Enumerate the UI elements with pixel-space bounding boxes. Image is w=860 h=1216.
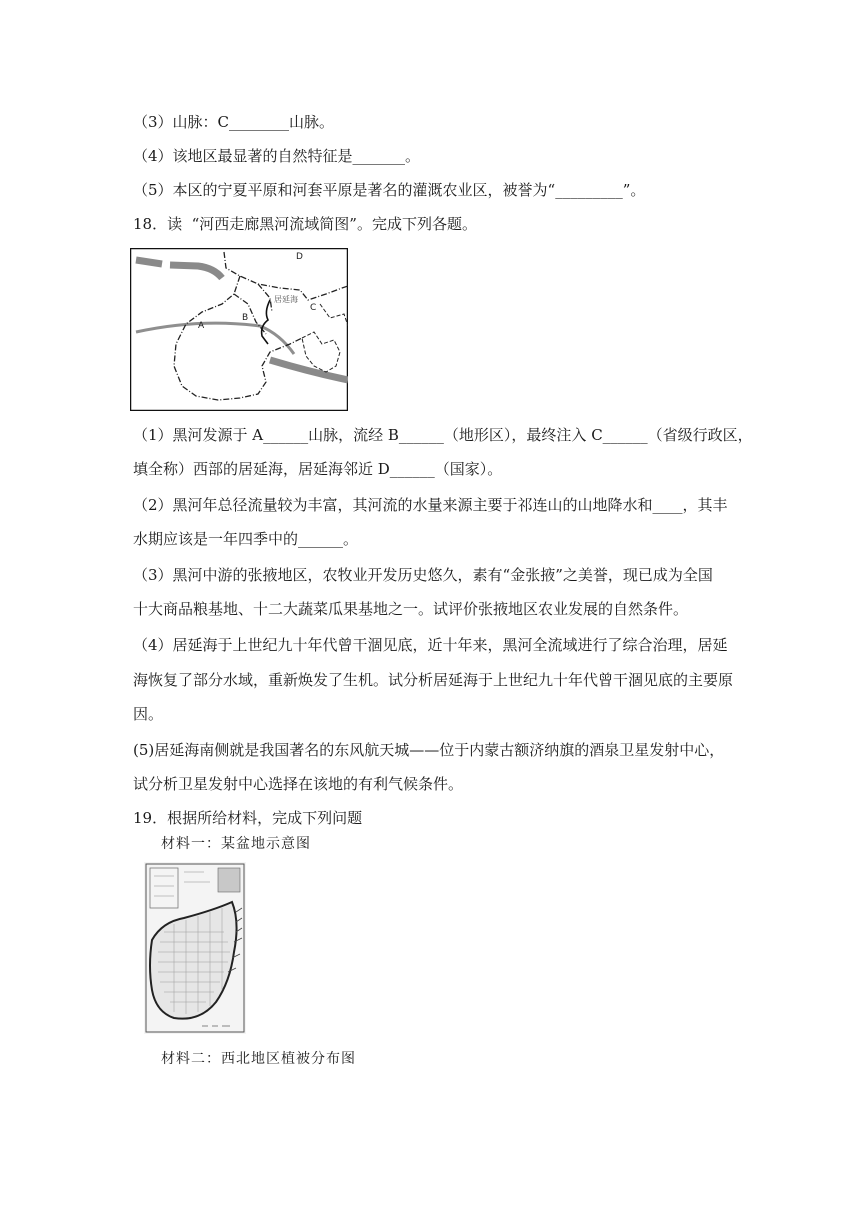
material-1-caption: 材料一：某盆地示意图 [161,836,311,852]
question-18-4a: （4）居延海于上世纪九十年代曾干涸见底，近十年来，黑河全流域进行了综合治理，居延 [133,636,728,654]
basin-sketch-figure [144,862,246,1038]
label-b: B [242,313,249,323]
question-18-4b: 海恢复了部分水域，重新焕发了生机。试分析居延海于上世纪九十年代曾干涸见底的主要原 [133,671,734,689]
label-c: C [310,303,317,313]
label-a: A [198,321,205,331]
label-juyanhai: 居延海 [274,295,298,304]
mountain-band-north-1 [136,260,162,264]
question-18-2b: 水期应该是一年四季中的______。 [133,530,359,548]
question-18-3a: （3）黑河中游的张掖地区，农牧业开发历史悠久，素有“金张掖”之美誉，现已成为全国 [133,566,713,584]
question-18-stem: 18．读 “河西走廊黑河流域简图”。完成下列各题。 [133,215,477,233]
label-d: D [296,252,303,262]
question-18-4c: 因。 [133,705,164,723]
material-2-caption: 材料二：西北地区植被分布图 [161,1051,356,1067]
question-18-2a: （2）黑河年总径流量较为丰富，其河流的水量来源主要于祁连山的山地降水和____，其丰 [133,496,728,514]
question-17-3: （3）山脉：C________山脉。 [133,113,335,131]
question-18-1a: （1）黑河发源于 A______山脉，流经 B______（地形区），最终注入 C______（省级行政区， [133,426,753,444]
question-18-5b: 试分析卫星发射中心选择在该地的有利气候条件。 [133,775,464,793]
question-18-5a: (5)居延海南侧就是我国著名的东风航天城——位于内蒙古额济纳旗的酒泉卫星发射中心， [133,741,725,759]
question-17-4: （4）该地区最显著的自然特征是_______。 [133,147,421,165]
question-17-5: （5）本区的宁夏平原和河套平原是著名的灌溉农业区，被誉为“_________”。 [133,181,646,199]
heihe-basin-map [130,248,348,415]
question-19-stem: 19．根据所给材料，完成下列问题 [133,809,363,827]
question-18-3b: 十大商品粮基地、十二大蔬菜瓜果基地之一。试评价张掖地区农业发展的自然条件。 [133,600,689,618]
question-18-1b: 填全称）西部的居延海，居延海邻近 D______（国家）。 [133,460,503,478]
